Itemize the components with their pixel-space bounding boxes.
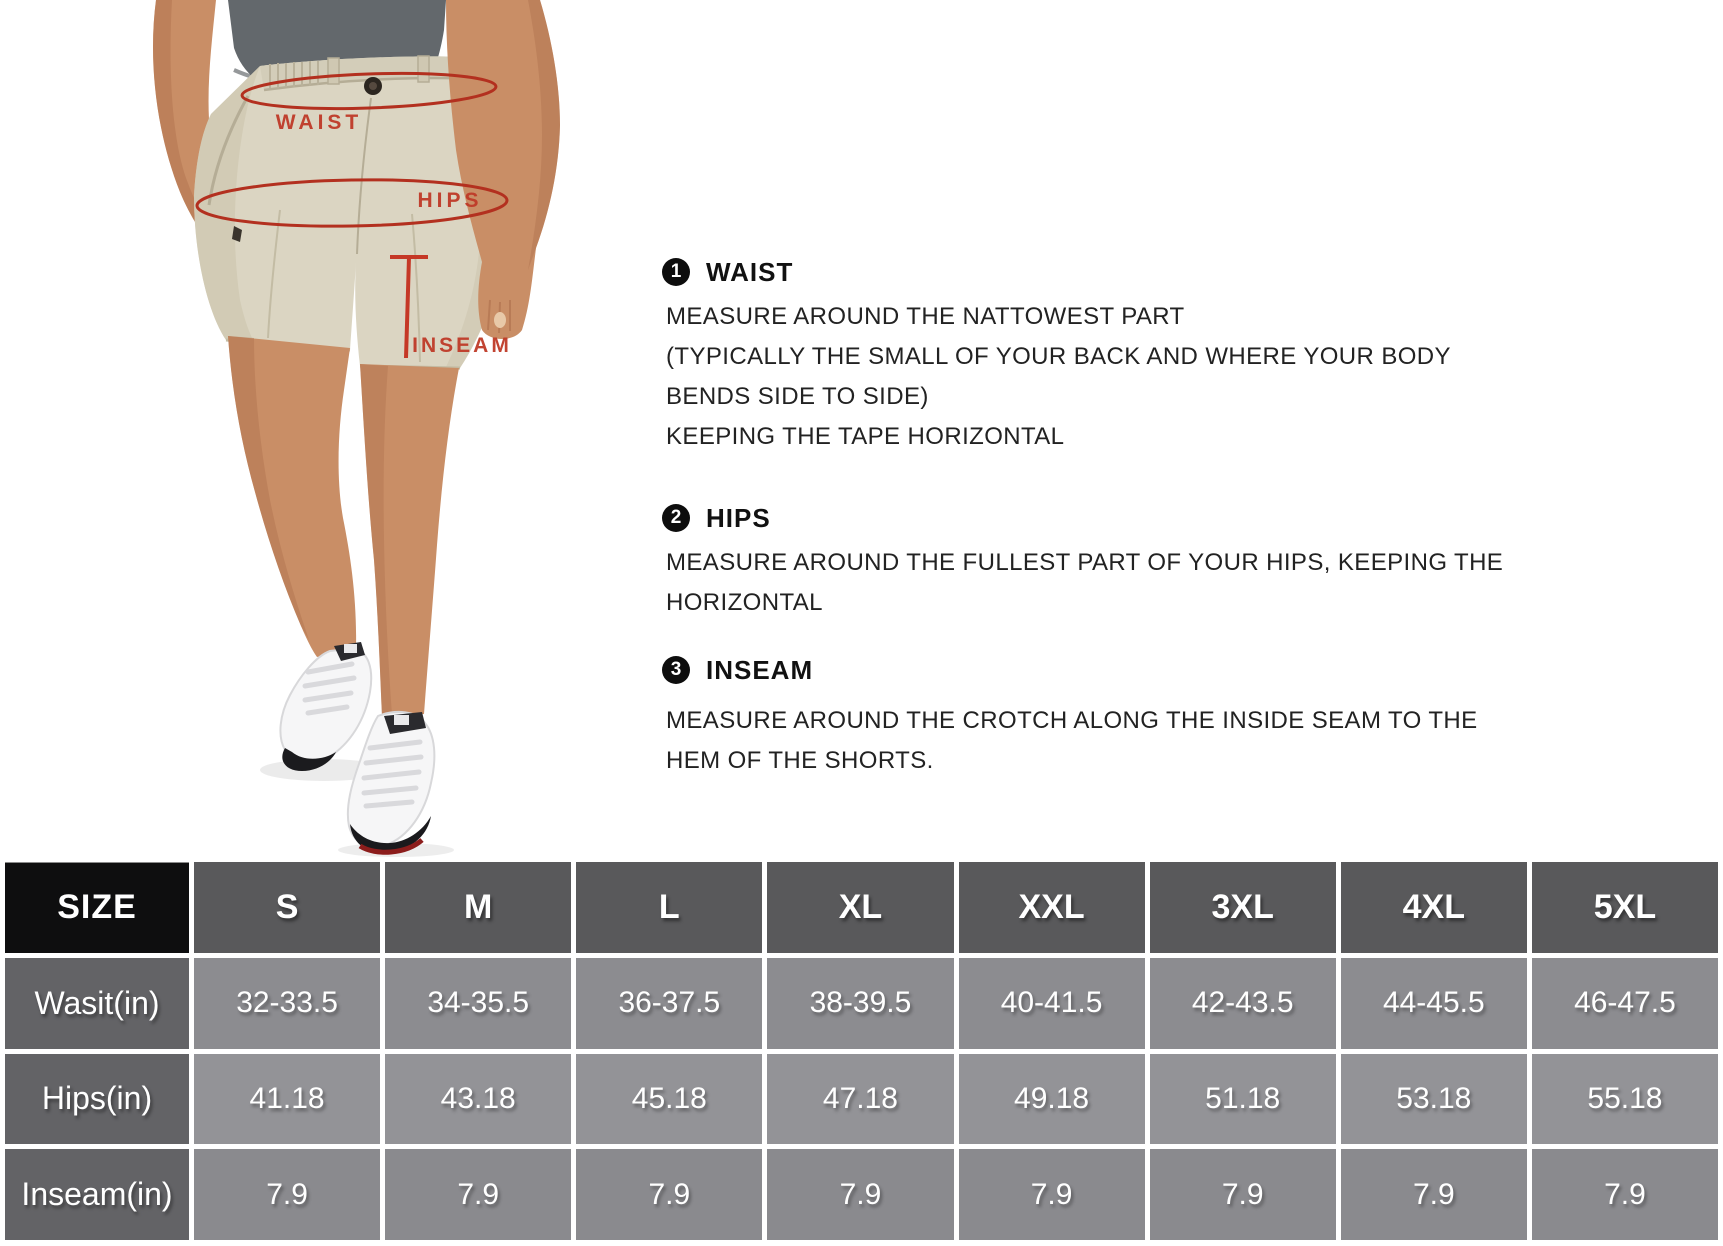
row-label-inseam: Inseam(in): [5, 1149, 189, 1240]
instruction-inseam: [662, 653, 1478, 781]
hips-value: 55.18: [1532, 1054, 1718, 1145]
bullet-1-icon: 1: [662, 258, 690, 286]
bullet-2-icon: 2: [662, 504, 690, 532]
inseam-value: 7.9: [1341, 1149, 1527, 1240]
waist-instructions-text: [666, 297, 1451, 457]
hips-line-1: MEASURE AROUND THE FULLEST PART OF YOUR HIPS, KEEPING THE: [666, 549, 1504, 576]
hips-value: 45.18: [576, 1054, 762, 1145]
inseam-line-2: HEM OF THE SHORTS.: [666, 747, 934, 774]
instruction-waist: [662, 255, 1451, 457]
table-header-5xl: 5XL: [1532, 862, 1718, 953]
waist-title: WAIST: [706, 256, 794, 287]
waist-line-1: MEASURE AROUND THE NATTOWEST PART: [666, 303, 1185, 330]
hips-value: 49.18: [959, 1054, 1145, 1145]
inseam-value: 7.9: [767, 1149, 953, 1240]
hips-title: HIPS: [706, 502, 771, 533]
table-header-xl: XL: [767, 862, 953, 953]
waist-value: 32-33.5: [194, 958, 380, 1049]
hips-value: 51.18: [1150, 1054, 1336, 1145]
table-header-l: L: [576, 862, 762, 953]
inseam-photo-label: INSEAM: [412, 334, 512, 357]
model-photo: [128, 0, 598, 858]
size-chart-table: [0, 858, 1723, 1246]
inseam-value: 7.9: [194, 1149, 380, 1240]
hips-value: 41.18: [194, 1054, 380, 1145]
inseam-value: 7.9: [959, 1149, 1145, 1240]
row-label-hips: Hips(in): [5, 1054, 189, 1145]
hips-line-2: HORIZONTAL: [666, 589, 823, 616]
waist-photo-label: WAIST: [275, 111, 363, 134]
hips-value: 53.18: [1341, 1054, 1527, 1145]
left-shoe: [280, 642, 371, 771]
table-header-4xl: 4XL: [1341, 862, 1527, 953]
instruction-hips: [662, 501, 1503, 623]
waist-line-2: (TYPICALLY THE SMALL OF YOUR BACK AND WHERE YOUR BODY: [666, 343, 1451, 370]
waist-value: 40-41.5: [959, 958, 1145, 1049]
table-header-3xl: 3XL: [1150, 862, 1336, 953]
waist-value: 38-39.5: [767, 958, 953, 1049]
hips-value: 43.18: [385, 1054, 571, 1145]
waist-line-4: KEEPING THE TAPE HORIZONTAL: [666, 423, 1065, 450]
inseam-value: 7.9: [1532, 1149, 1718, 1240]
waist-value: 46-47.5: [1532, 958, 1718, 1049]
inseam-title: INSEAM: [706, 654, 814, 685]
hips-photo-label: HIPS: [417, 189, 483, 212]
inseam-line-1: MEASURE AROUND THE CROTCH ALONG THE INSIDE SEAM TO THE: [666, 707, 1478, 734]
table-header-xxl: XXL: [959, 862, 1145, 953]
inseam-instructions-text: [666, 701, 1478, 781]
waist-value: 36-37.5: [576, 958, 762, 1049]
waist-value: 34-35.5: [385, 958, 571, 1049]
table-header-m: M: [385, 862, 571, 953]
table-header-s: S: [194, 862, 380, 953]
right-shoe: [348, 712, 435, 853]
waist-value: 42-43.5: [1150, 958, 1336, 1049]
waist-line-3: BENDS SIDE TO SIDE): [666, 383, 929, 410]
table-header-size: SIZE: [5, 862, 189, 953]
inseam-value: 7.9: [576, 1149, 762, 1240]
bullet-3-icon: 3: [662, 656, 690, 684]
inseam-value: 7.9: [1150, 1149, 1336, 1240]
row-label-waist: Wasit(in): [5, 958, 189, 1049]
hips-value: 47.18: [767, 1054, 953, 1145]
thumb-nail: [494, 312, 506, 328]
inseam-value: 7.9: [385, 1149, 571, 1240]
waist-value: 44-45.5: [1341, 958, 1527, 1049]
hips-instructions-text: [666, 543, 1503, 623]
